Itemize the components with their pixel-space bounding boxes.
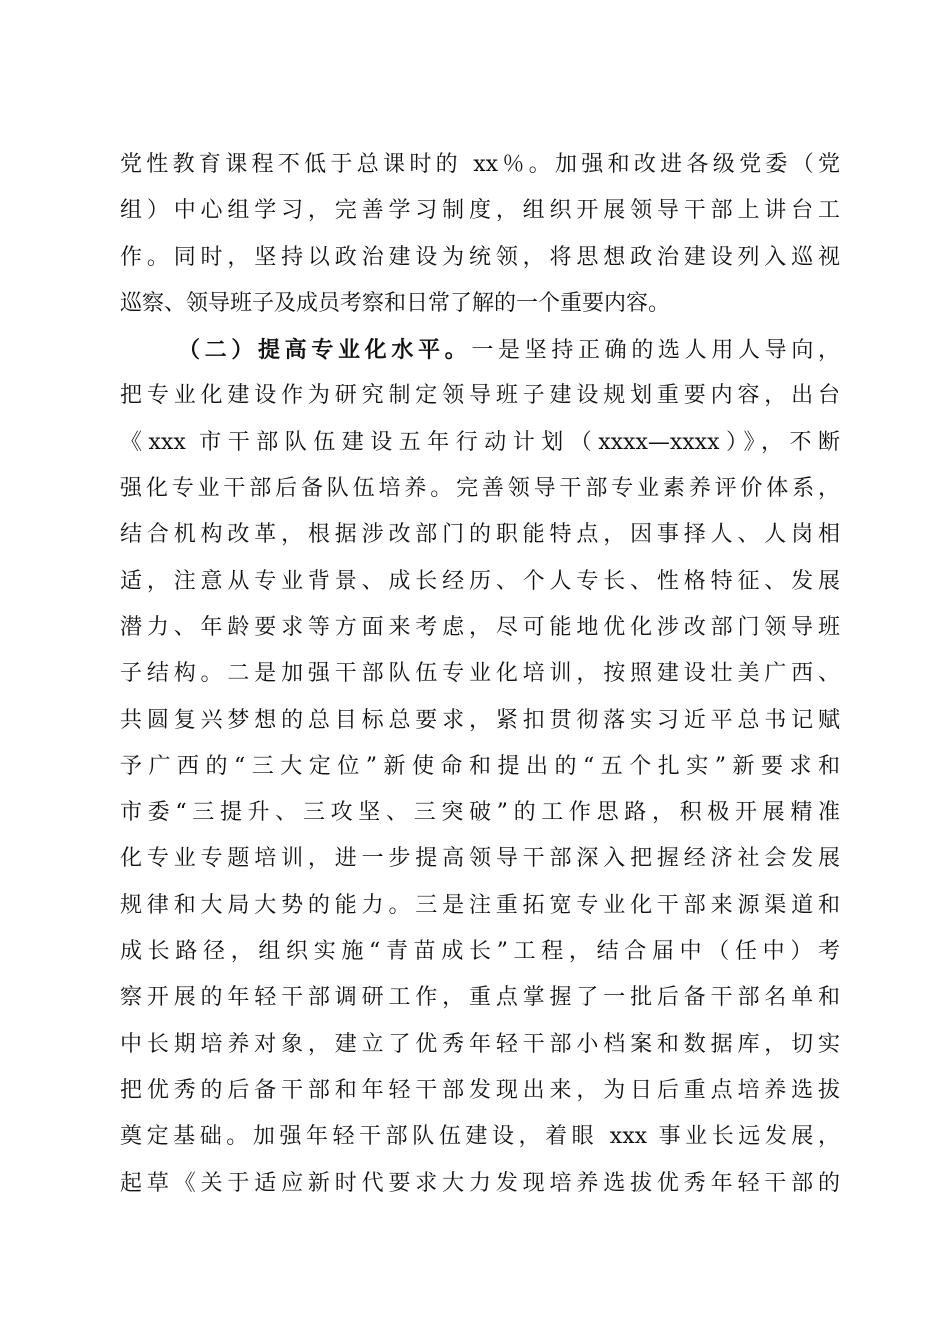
text-line: 适，注意从专业背景、成长经历、个人专长、性格特征、发展	[120, 568, 840, 594]
text-line: 强化专业干部后备队伍培养。完善领导干部专业素养评价体系，	[120, 476, 840, 502]
document-body	[120, 142, 840, 1207]
text-line: 把专业化建设作为研究制定领导班子建设规划重要内容，出台	[120, 383, 840, 409]
text-line: 《xxx 市干部队伍建设五年行动计划（xxxx—xxxx）》，不断	[120, 429, 840, 455]
heading-line-rest: 一是坚持正确的选人用人导向，	[471, 338, 840, 364]
text-line: 结合机构改革，根据涉改部门的职能特点，因事择人、人岗相	[120, 522, 840, 548]
text-line: 党性教育课程不低于总课时的 xx％。加强和改进各级党委（党	[120, 152, 840, 177]
text-line: 作。同时，坚持以政治建设为统领，将思想政治建设列入巡视	[120, 244, 840, 270]
text-line: 化专业专题培训，进一步提高领导干部深入把握经济社会发展	[120, 846, 840, 872]
text-line: 组）中心组学习，完善学习制度，组织开展领导干部上讲台工	[120, 198, 840, 224]
text-line: 潜力、年龄要求等方面来考虑，尽可能地优化涉改部门领导班	[120, 614, 840, 640]
text-line: 奠定基础。加强年轻干部队伍建设，着眼 xxx 事业长远发展，	[120, 1124, 840, 1150]
text-line: 成长路径，组织实施“青苗成长”工程，结合届中（任中）考	[120, 939, 840, 965]
text-line: 巡察、领导班子及成员考察和日常了解的一个重要内容。	[120, 290, 671, 316]
paragraph-1	[120, 142, 840, 327]
section-heading: （二）提高专业化水平。	[178, 337, 472, 364]
text-line: 起草《关于适应新时代要求大力发现培养选拔优秀年轻干部的	[120, 1170, 840, 1196]
paragraph-2	[120, 327, 840, 1207]
text-line: 中长期培养对象，建立了优秀年轻干部小档案和数据库，切实	[120, 1031, 840, 1057]
text-line: 共圆复兴梦想的总目标总要求，紧扣贯彻落实习近平总书记赋	[120, 707, 840, 733]
text-line: 察开展的年轻干部调研工作，重点掌握了一批后备干部名单和	[120, 985, 840, 1011]
text-line: 市委“三提升、三攻坚、三突破”的工作思路，积极开展精准	[120, 800, 840, 826]
text-line: 子结构。二是加强干部队伍专业化培训，按照建设壮美广西、	[120, 661, 840, 687]
text-line	[120, 327, 840, 373]
text-line: 规律和大局大势的能力。三是注重拓宽专业化干部来源渠道和	[120, 892, 840, 918]
text-line: 把优秀的后备干部和年轻干部发现出来，为日后重点培养选拔	[120, 1077, 840, 1103]
text-line: 予广西的“三大定位”新使命和提出的“五个扎实”新要求和	[120, 753, 840, 779]
